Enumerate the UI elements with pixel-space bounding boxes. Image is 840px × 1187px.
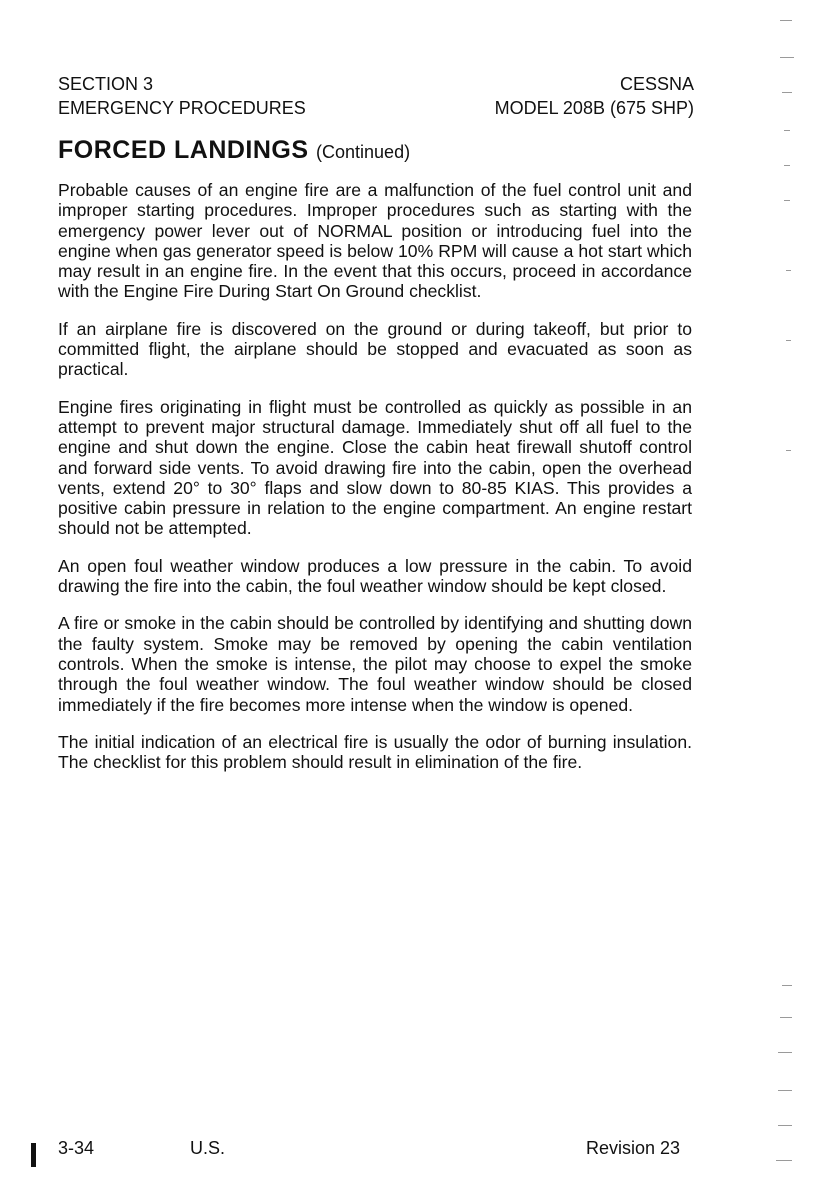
paragraph-engine-fire-causes: Probable causes of an engine fire are a malfunction of the fuel control unit and improper starting procedures. Improper procedures such as starting with the emergency power lever out of NORMAL position or introducing fuel into the engine when gas generator speed is below 10% RPM will cause a hot start which may result in an engine fire. In the event that this occurs, proceed in accordance with the Engine Fire During Start On Ground checklist. [58, 180, 692, 302]
section-title: EMERGENCY PROCEDURES [58, 98, 306, 118]
title-main: FORCED LANDINGS [58, 136, 309, 164]
body-text [58, 180, 692, 789]
paragraph-ground-fire: If an airplane fire is discovered on the ground or during takeoff, but prior to committed flight, the airplane should be stopped and evacuated as soon as practical. [58, 318, 692, 380]
revision-label: Revision 23 [586, 1138, 681, 1158]
paragraph-electrical-fire: The initial indication of an electrical fire is usually the odor of burning insulation. The checklist for this problem should result in elimination of the fire. [58, 731, 692, 773]
paragraph-inflight-engine-fire: Engine fires originating in flight must be controlled as quickly as possible in an attempt to prevent major structural damage. Immediately shut off all fuel to the engine and shut down the engine. Close the cabin heat firewall shutoff control and forward side vents. To avoid drawing fire into the cabin, open the overhead vents, extend 20° to 30° flaps and slow down to 80-85 KIAS. This provides a positive cabin pressure in relation to the engine compartment. An engine restart should not be attempted. [58, 396, 692, 539]
page-number: 3-34 [58, 1138, 95, 1158]
paragraph-cabin-fire-smoke: A fire or smoke in the cabin should be controlled by identifying and shutting down the faulty system. Smoke may be removed by opening the cabin ventilation controls. When the smoke is intense, the pilot may choose to expel the smoke through the foul weather window. The foul weather window should be closed immediately if the fire becomes more intense when the window is opened. [58, 613, 692, 715]
aircraft-model: MODEL 208B (675 SHP) [494, 98, 694, 118]
revision-bar [31, 1143, 36, 1167]
header-right [495, 72, 694, 120]
region-label: U.S. [190, 1138, 226, 1158]
page-title [58, 136, 410, 165]
title-suffix: (Continued) [316, 142, 411, 162]
section-number: SECTION 3 [58, 74, 154, 94]
paragraph-foul-weather-window: An open foul weather window produces a low pressure in the cabin. To avoid drawing the fire into the cabin, the foul weather window should be kept closed. [58, 555, 692, 597]
header-left [58, 72, 306, 120]
manufacturer-name: CESSNA [619, 74, 694, 94]
